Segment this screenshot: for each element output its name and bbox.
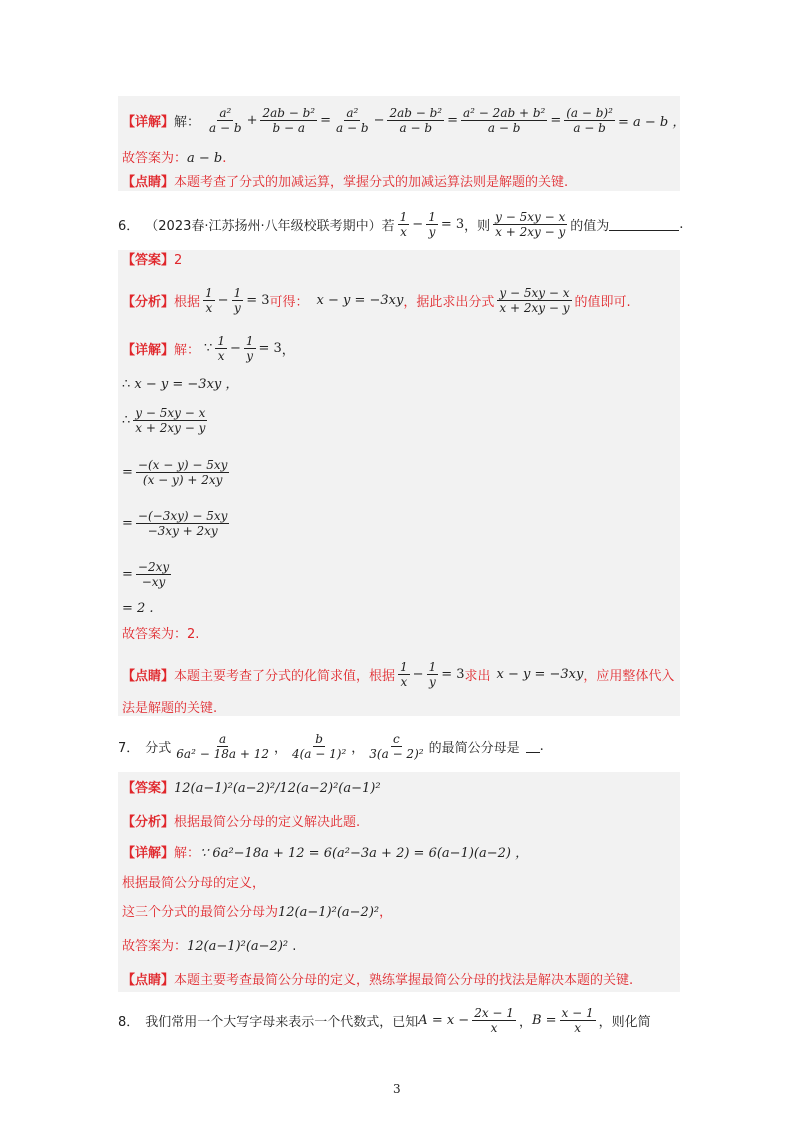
fraction: $\frac{1}{x}$ xyxy=(399,209,408,239)
q7-analysis-line: 【分析】根据最简公分母的定义解决此题. xyxy=(122,815,361,830)
fraction: $\frac{\text{a²}}{a - b}$ xyxy=(336,105,369,135)
q6-step-expr: ∴ $\frac{y - 5xy - x}{x + 2xy - y}$ xyxy=(122,405,206,435)
fraction: $\frac{\text{(a − b)²}}{a - b}$ xyxy=(566,105,613,135)
q6-question: 6． （2023春·江苏扬州·八年级校联考期中）若 $\frac{1}{x}$ − $\frac{1}{y}$ = 3 ，则 $\frac{y - 5xy - x}{x + 2xy - y}$ 的值为 . xyxy=(118,209,684,239)
q7-answer-text: 故答案为：12(a−1)²(a−2)² . xyxy=(122,939,297,954)
fraction: $\frac{1}{y}$ xyxy=(233,285,242,315)
q6-step1: ∴ x − y = −3xy ， xyxy=(122,377,239,392)
fraction: $\frac{y - 5xy - x}{x + 2xy - y}$ xyxy=(135,405,206,435)
result: = a − b ， xyxy=(617,114,686,130)
q8-question: 8． 我们常用一个大写字母来表示一个代数式，已知 A = x − $\frac{2x - 1}{x}$ ， B = $\frac{x - 1}{x}$ ，则化简 xyxy=(118,1005,651,1035)
fraction: $\frac{2x - 1}{x}$ xyxy=(474,1005,514,1035)
q6-step4: = $\frac{-2xy}{-xy}$ xyxy=(122,559,170,589)
q6-detail-start: 【详解】 解： ∵ $\frac{1}{x}$ − $\frac{1}{y}$ = 3 ， xyxy=(122,333,295,363)
answer-blank xyxy=(609,218,679,231)
q7-line3: 这三个分式的最简公分母为12(a−1)²(a−2)²， xyxy=(122,905,393,920)
answer-blank xyxy=(526,740,540,753)
fraction: $\frac{-2xy}{-xy}$ xyxy=(137,559,170,589)
q7-answer-line: 【答案】12(a−1)²(a−2)²/12(a−2)²(a−1)² xyxy=(122,781,381,796)
fraction: $\frac{1}{x}$ xyxy=(400,659,408,689)
fraction: $\frac{1}{x}$ xyxy=(217,333,225,363)
fraction: $\frac{\text{a²}}{a - b}$ xyxy=(209,105,242,135)
detail-label: 【详解】 xyxy=(122,114,175,130)
q7-detail-line: 【详解】解：∵ 6a²−18a + 12 = 6(a²−3a + 2) = 6(a−1)(a−2) ， xyxy=(122,846,529,861)
fraction: $\frac{1}{x}$ xyxy=(205,285,213,315)
q7-question: 7． 分式 $\frac{a}{\text{6a² − 18a + 12}}$ ， $\frac{b}{\text{4(a − 1)²}}$ ， $\frac{c}{\text{3(a − 2)²}}$ 的最简公分母是 . xyxy=(118,731,544,761)
fraction: $\frac{\text{2ab − b²}}{a - b}$ xyxy=(389,105,443,135)
solve-label: 解： xyxy=(174,114,201,130)
q6-answer-line: 【答案】2 xyxy=(122,253,183,268)
fraction: $\frac{1}{y}$ xyxy=(245,333,254,363)
fraction: $\frac{\text{a² − 2ab + b²}}{a - b}$ xyxy=(463,105,546,135)
q6-analysis: 【分析】 根据 $\frac{1}{x}$ − $\frac{1}{y}$ = 3 可得： x − y = −3xy ，据此求出分式 $\frac{y - 5xy - x}{x + 2xy - y}$ 的值即可. xyxy=(122,285,631,315)
q6-step2: = $\frac{-(x - y) - 5xy}{(x - y) + 2xy}$ xyxy=(122,457,228,487)
q6-step3: = $\frac{-(-3xy) - 5xy}{-3xy + 2xy}$ xyxy=(122,508,228,538)
q6-step5: = 2 . xyxy=(122,601,154,616)
q6-answer-text: 故答案为：2. xyxy=(122,627,200,642)
page-number: 3 xyxy=(393,1082,401,1096)
q7-line2: 根据最简公分母的定义， xyxy=(122,876,266,891)
fraction: $\frac{\text{2ab − b²}}{b - a}$ xyxy=(262,105,316,135)
q6-comment-line2: 法是解题的关键. xyxy=(122,701,218,716)
fraction: $\frac{-(-3xy) - 5xy}{-3xy + 2xy}$ xyxy=(137,508,228,538)
q5-answer-line: 故答案为：a − b. xyxy=(122,151,227,166)
fraction: $\frac{y - 5xy - x}{x + 2xy - y}$ xyxy=(495,209,566,239)
fraction: $\frac{1}{y}$ xyxy=(428,209,436,239)
fraction: $\frac{1}{y}$ xyxy=(428,659,437,689)
q6-comment: 【点睛】 本题主要考查了分式的化简求值，根据 $\frac{1}{x}$ − $\frac{1}{y}$ = 3 求出 x − y = −3xy ，应用整体代入 xyxy=(122,659,675,689)
fraction: $\frac{c}{\text{3(a − 2)²}}$ xyxy=(369,731,424,761)
fraction: $\frac{-(x - y) - 5xy}{(x - y) + 2xy}$ xyxy=(137,457,228,487)
q7-comment-line: 【点睛】本题主要考查最简公分母的定义，熟练掌握最简公分母的找法是解决本题的关键. xyxy=(122,973,634,988)
fraction: $\frac{y - 5xy - x}{x + 2xy - y}$ xyxy=(499,285,570,315)
q5-comment-line: 【点睛】本题考查了分式的加减运算，掌握分式的加减运算法则是解题的关键. xyxy=(122,175,569,190)
fraction: $\frac{a}{\text{6a² − 18a + 12}}$ xyxy=(176,731,269,761)
q5-detail-equation: 【详解】 解： $\frac{\text{a²}}{a - b}$ + $\frac{\text{2ab − b²}}{b - a}$ = $\frac{\text{a²}}{a - b}$ − $\frac{\text{2ab − b²}}{a - b}$ = $\frac{\text{a² − 2ab + b²}}{a - b}$ = $\frac{\text{(a − b)²}}{a - b}$ = a − b ， xyxy=(122,105,686,135)
fraction: $\frac{b}{\text{4(a − 1)²}}$ xyxy=(291,731,347,761)
fraction: $\frac{x - 1}{x}$ xyxy=(561,1005,594,1035)
